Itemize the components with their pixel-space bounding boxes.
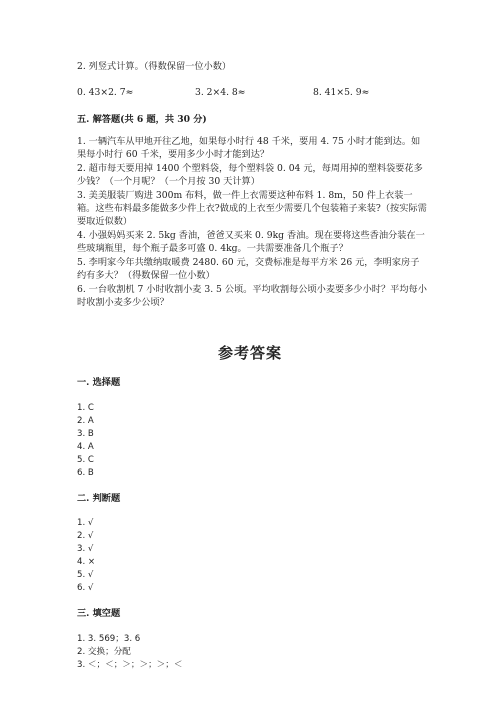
- judge-answer-1: 1. √: [77, 518, 94, 528]
- judge-answer-3: 3. √: [77, 544, 94, 554]
- choice-answer-2: 2. A: [77, 416, 94, 426]
- section-heading-vertical-calculation: 2. 列竖式计算。（得数保留一位小数）: [77, 61, 232, 72]
- word-problem-4: 4. 小强妈妈买来 2. 5kg 香油，爸爸又买来 0. 9kg 香油。现在要将这些香油分装在一些玻璃瓶里，每个瓶子最多可盛 0. 4kg。一共需要准备几个瓶子？: [77, 230, 425, 255]
- choice-answer-5: 5. C: [77, 455, 94, 465]
- choice-answer-6: 6. B: [77, 468, 94, 478]
- answer-heading-fill: 三. 填空题: [77, 608, 121, 619]
- word-problem-3: 3. 美美服装厂购进 300m 布料，做一件上衣需要这种布料 1. 8m，50 件上衣装一箱。这些布料最多能做多少件上衣?做成的上衣至少需要几个包装箱子来装?（按实际需要取近似数）: [77, 190, 427, 228]
- answer-key-title: 参考答案: [217, 344, 282, 362]
- choice-answer-4: 4. A: [77, 442, 94, 452]
- fill-answer-1: 1. 3. 569；3. 6: [77, 634, 141, 644]
- choice-answer-1: 1. C: [77, 403, 94, 413]
- calc-item-3: 8. 41×5. 9≈: [313, 87, 370, 98]
- section-heading-word-problems: 五. 解答题(共 6 题，共 30 分): [77, 114, 207, 125]
- answer-heading-choice: 一. 选择题: [77, 377, 121, 388]
- judge-answer-6: 6. √: [77, 583, 94, 593]
- calc-item-2: 3. 2×4. 8≈: [195, 87, 246, 98]
- word-problem-6: 6. 一台收割机 7 小时收割小麦 3. 5 公顷。平均收割每公顷小麦要多少小时？平均每小时收割小麦多少公顷？: [77, 284, 427, 309]
- fill-answer-2: 2. 交换；分配: [77, 647, 131, 657]
- choice-answer-3: 3. B: [77, 429, 94, 439]
- calc-item-1: 0. 43×2. 7≈: [77, 87, 134, 98]
- judge-answer-5: 5. √: [77, 570, 94, 580]
- word-problem-2: 2. 超市每天要用掉 1400 个塑料袋，每个塑料袋 0. 04 元，每周用掉的塑料袋要花多少钱？（一个月呢？（一个月按 30 天计算）: [77, 163, 423, 188]
- judge-answer-2: 2. √: [77, 531, 94, 541]
- fill-answer-3: 3. ＜；＜；＞；＞；＞；＜: [77, 660, 183, 670]
- word-problem-5: 5. 李明家今年共缴纳取暖费 2480. 60 元，交费标准是每平方米 26 元，李明家房子约有多大？（得数保留一位小数）: [77, 257, 420, 282]
- answer-heading-judge: 二. 判断题: [77, 493, 121, 504]
- judge-answer-4: 4. ×: [77, 557, 96, 567]
- word-problem-1: 1. 一辆汽车从甲地开往乙地，如果每小时行 48 千米，要用 4. 75 小时才能到达。如果每小时行 60 千米，要用多少小时才能到达？: [77, 136, 421, 161]
